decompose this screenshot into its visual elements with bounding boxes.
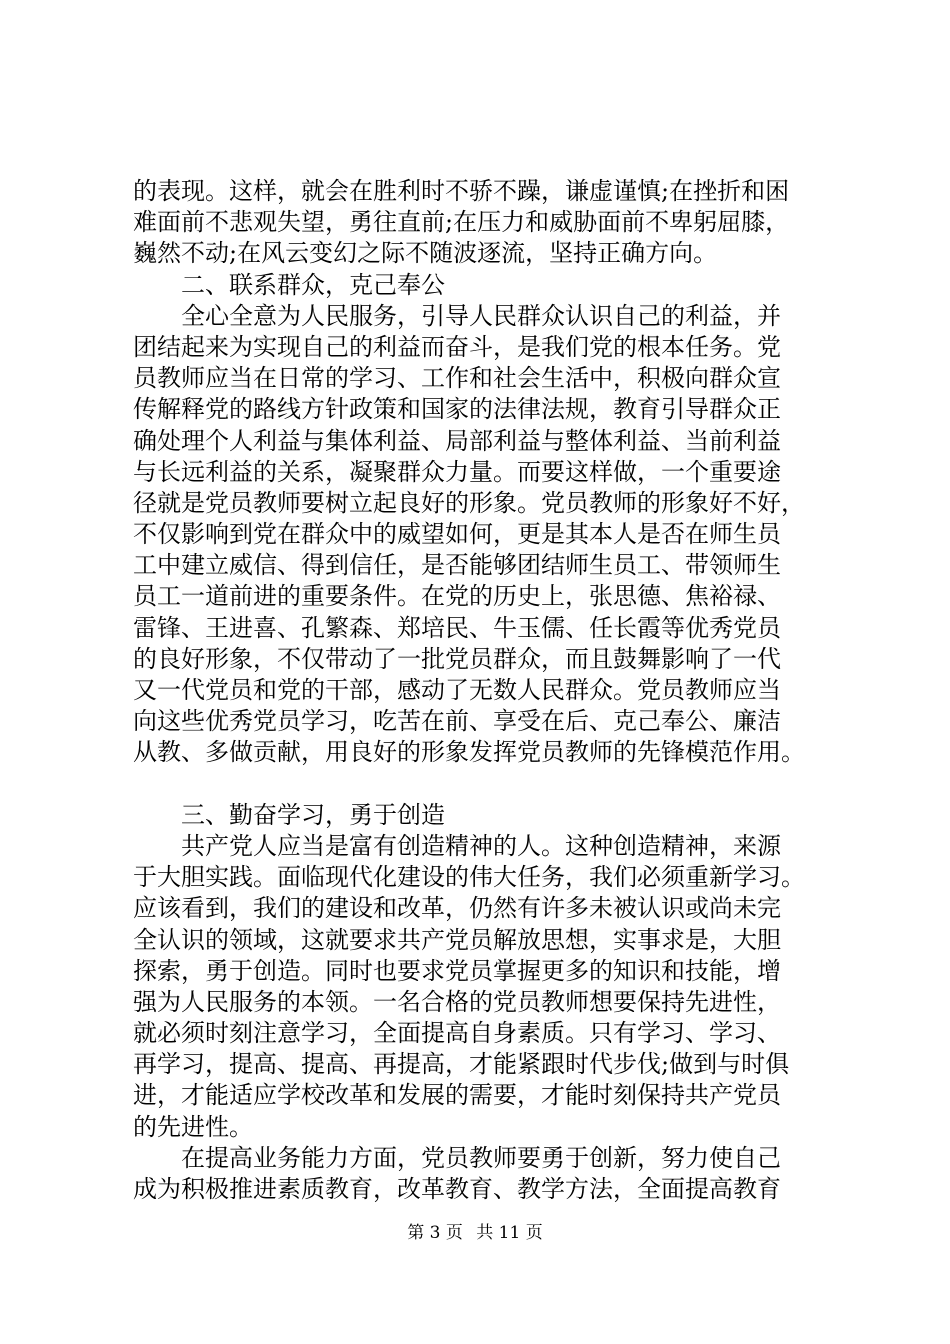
document-body	[133, 176, 833, 1205]
text-line: 就必须时刻注意学习，全面提高自身素质。只有学习、学习、	[133, 1019, 781, 1048]
text-line: 全心全意为人民服务，引导人民群众认识自己的利益，并	[181, 301, 781, 330]
section-heading: 二、联系群众，克己奉公	[181, 270, 445, 299]
text-line: 巍然不动;在风云变幻之际不随波逐流，坚持正确方向。	[133, 239, 718, 268]
text-line: 强为人民服务的本领。一名合格的党员教师想要保持先进性，	[133, 987, 781, 1016]
text-line: 的表现。这样，就会在胜利时不骄不躁，谦虚谨慎;在挫折和困	[133, 177, 790, 205]
text-line: 从教、多做贡献，用良好的形象发挥党员教师的先锋模范作用。	[133, 738, 805, 767]
text-line: 成为积极推进素质教育，改革教育、教学方法，全面提高教育	[133, 1175, 781, 1203]
text-line: 的先进性。	[133, 1112, 253, 1141]
section-heading: 三、勤奋学习，勇于创造	[181, 800, 445, 829]
text-line: 难面前不悲观失望，勇往直前;在压力和威胁面前不卑躬屈膝，	[133, 208, 790, 237]
text-line: 不仅影响到党在群众中的威望如何，更是其本人是否在师生员	[133, 520, 781, 549]
text-line: 团结起来为实现自己的利益而奋斗，是我们党的根本任务。党	[133, 332, 781, 361]
text-line: 共产党人应当是富有创造精神的人。这种创造精神，来源	[181, 831, 781, 860]
text-line: 在提高业务能力方面，党员教师要勇于创新，努力使自己	[181, 1143, 781, 1172]
text-line: 于大胆实践。面临现代化建设的伟大任务，我们必须重新学习。	[133, 863, 805, 892]
text-line: 全认识的领域，这就要求共产党员解放思想，实事求是，大胆	[133, 925, 781, 954]
text-line: 应该看到，我们的建设和改革，仍然有许多未被认识或尚未完	[133, 894, 781, 923]
text-line: 与长远利益的关系，凝聚群众力量。而要这样做，一个重要途	[133, 457, 781, 486]
text-line: 再学习，提高、提高、再提高，才能紧跟时代步伐;做到与时俱	[133, 1050, 790, 1079]
text-line: 传解释党的路线方针政策和国家的法律法规，教育引导群众正	[133, 395, 781, 424]
page-footer	[0, 1222, 950, 1244]
page-total: 共 11 页	[476, 1223, 543, 1243]
text-line: 确处理个人利益与集体利益、局部利益与整体利益、当前利益	[133, 426, 781, 455]
blank-line	[133, 769, 833, 800]
text-line: 的良好形象，不仅带动了一批党员群众，而且鼓舞影响了一代	[133, 644, 781, 673]
text-line: 雷锋、王进喜、孔繁森、郑培民、牛玉儒、任长霞等优秀党员	[133, 613, 781, 642]
text-line: 进，才能适应学校改革和发展的需要，才能时刻保持共产党员	[133, 1081, 781, 1110]
text-line: 员教师应当在日常的学习、工作和社会生活中，积极向群众宣	[133, 364, 781, 393]
text-line: 向这些优秀党员学习，吃苦在前、享受在后、克己奉公、廉洁	[133, 707, 781, 736]
page-number: 第 3 页	[407, 1223, 463, 1243]
text-line: 工中建立威信、得到信任，是否能够团结师生员工、带领师生	[133, 551, 781, 580]
text-line: 探索，勇于创造。同时也要求党员掌握更多的知识和技能，增	[133, 956, 781, 985]
text-line: 员工一道前进的重要条件。在党的历史上，张思德、焦裕禄、	[133, 582, 781, 611]
text-line: 径就是党员教师要树立起良好的形象。党员教师的形象好不好，	[133, 488, 805, 517]
text-line: 又一代党员和党的干部，感动了无数人民群众。党员教师应当	[133, 676, 781, 704]
